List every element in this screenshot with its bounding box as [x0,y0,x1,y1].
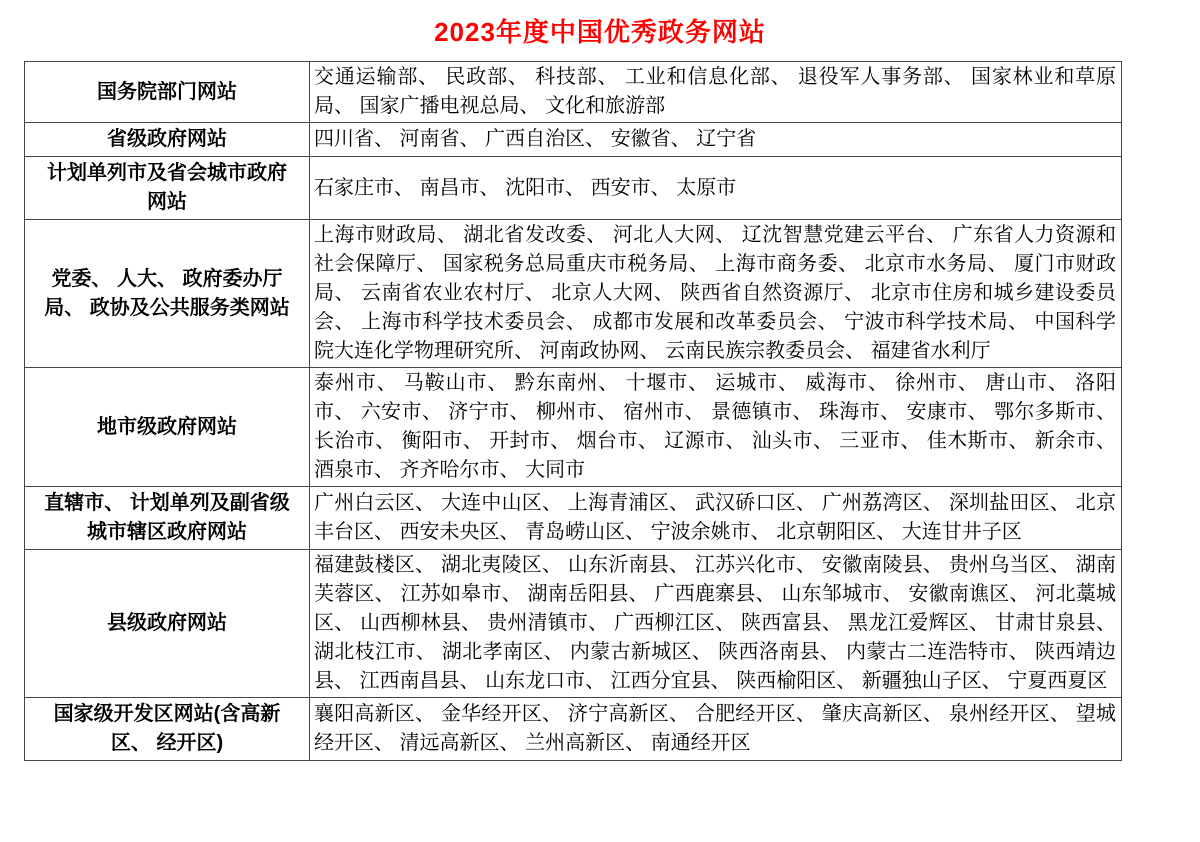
sites-cell: 泰州市、 马鞍山市、 黔东南州、 十堰市、 运城市、 威海市、 徐州市、 唐山市、 洛阳市、 六安市、 济宁市、 柳州市、 宿州市、 景德镇市、 珠海市、 安康市、 鄂尔多斯市、 长治市、 衡阳市、 开封市、 烟台市、 辽源市、 汕头市、 三亚市、 佳木斯市、 新余市、 酒泉市、 齐齐哈尔市、 大同市 [310,368,1122,487]
category-cell: 地市级政府网站 [25,368,310,487]
category-cell: 国家级开发区网站(含高新区、 经开区) [25,698,310,761]
award-table-body [25,62,1122,761]
table-row [25,550,1122,698]
category-cell: 县级政府网站 [25,550,310,698]
table-row [25,157,1122,220]
table-row [25,220,1122,368]
table-row [25,368,1122,487]
category-cell: 直辖市、 计划单列及副省级城市辖区政府网站 [25,487,310,550]
sites-cell: 四川省、 河南省、 广西自治区、 安徽省、 辽宁省 [310,123,1122,157]
sites-cell: 石家庄市、 南昌市、 沈阳市、 西安市、 太原市 [310,157,1122,220]
table-row [25,487,1122,550]
sites-cell: 福建鼓楼区、 湖北夷陵区、 山东沂南县、 江苏兴化市、 安徽南陵县、 贵州乌当区、 湖南芙蓉区、 江苏如皋市、 湖南岳阳县、 广西鹿寨县、 山东邹城市、 安徽南谯区、 河北藁城区、 山西柳林县、 贵州清镇市、 广西柳江区、 陕西富县、 黑龙江爱辉区、 甘肃甘泉县、 湖北枝江市、 湖北孝南区、 内蒙古新城区、 陕西洛南县、 内蒙古二连浩特市、 陕西靖边县、 江西南昌县、 山东龙口市、 江西分宜县、 陕西榆阳区、 新疆独山子区、 宁夏西夏区 [310,550,1122,698]
table-row [25,123,1122,157]
category-cell: 省级政府网站 [25,123,310,157]
sites-cell: 交通运输部、 民政部、 科技部、 工业和信息化部、 退役军人事务部、 国家林业和草原局、 国家广播电视总局、 文化和旅游部 [310,62,1122,123]
category-cell: 党委、 人大、 政府委办厅局、 政协及公共服务类网站 [25,220,310,368]
sites-cell: 广州白云区、 大连中山区、 上海青浦区、 武汉硚口区、 广州荔湾区、 深圳盐田区、 北京丰台区、 西安未央区、 青岛崂山区、 宁波余姚市、 北京朝阳区、 大连甘井子区 [310,487,1122,550]
table-row [25,698,1122,761]
sites-cell: 上海市财政局、 湖北省发改委、 河北人大网、 辽沈智慧党建云平台、 广东省人力资源和社会保障厅、 国家税务总局重庆市税务局、 上海市商务委、 北京市水务局、 厦门市财政局、 云南省农业农村厅、 北京人大网、 陕西省自然资源厅、 北京市住房和城乡建设委员会、 上海市科学技术委员会、 成都市发展和改革委员会、 宁波市科学技术局、 中国科学院大连化学物理研究所、 河南政协网、 云南民族宗教委员会、 福建省水利厅 [310,220,1122,368]
award-table [24,61,1122,761]
sites-cell: 襄阳高新区、 金华经开区、 济宁高新区、 合肥经开区、 肇庆高新区、 泉州经开区、 望城经开区、 清远高新区、 兰州高新区、 南通经开区 [310,698,1122,761]
category-cell: 计划单列市及省会城市政府网站 [25,157,310,220]
table-row [25,62,1122,123]
category-cell: 国务院部门网站 [25,62,310,123]
page-title: 2023年度中国优秀政务网站 [434,17,766,47]
